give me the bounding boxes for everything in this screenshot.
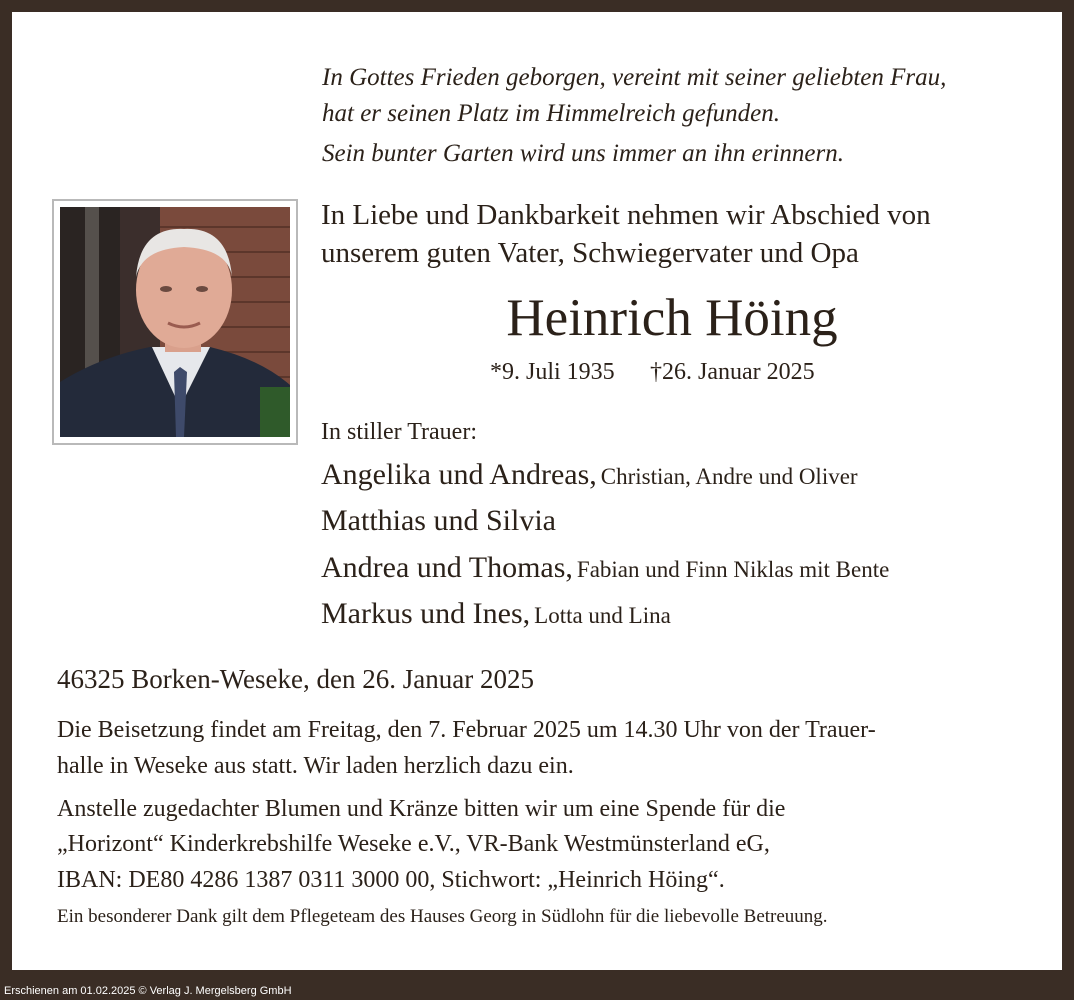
- motto-line-1: In Gottes Frieden geborgen, vereint mit seiner geliebten Frau,: [322, 64, 947, 91]
- publication-footer: Erschienen am 01.02.2025 © Verlag J. Mergelsberg GmbH: [4, 985, 292, 997]
- intro-line-1: In Liebe und Dankbarkeit nehmen wir Abschied von: [321, 199, 931, 231]
- family-line: [321, 594, 671, 639]
- death-date: [650, 357, 815, 387]
- motto-line-2: hat er seinen Platz im Himmelreich gefunden.: [322, 100, 781, 127]
- funeral-line-1: Die Beisetzung findet am Freitag, den 7. Februar 2025 um 14.30 Uhr von der Trauer-: [57, 717, 876, 743]
- family-rest: Christian, Andre und Oliver: [600, 464, 858, 489]
- birth-date: [490, 357, 615, 387]
- family-rest: Fabian und Finn Niklas mit Bente: [576, 557, 890, 582]
- family-rest: Lotta und Lina: [534, 603, 671, 628]
- portrait-illustration: [60, 207, 290, 437]
- donation-line-3: IBAN: DE80 4286 1387 0311 3000 00, Stichwort: „Heinrich Höing“.: [57, 867, 725, 893]
- motto-line-3: Sein bunter Garten wird uns immer an ihn erinnern.: [322, 140, 844, 167]
- death-mark: †: [650, 359, 662, 385]
- donation-line-1: Anstelle zugedachter Blumen und Kränze bitten wir um eine Spende für die: [57, 796, 786, 822]
- thanks-note: Ein besonderer Dank gilt dem Pflegeteam des Hauses Georg in Südlohn für die liebevolle Betreuung.: [57, 906, 828, 927]
- death-date-text: 26. Januar 2025: [662, 359, 815, 385]
- family-main: Matthias und Silvia: [321, 504, 556, 537]
- intro-line-2: unserem guten Vater, Schwiegervater und Opa: [321, 237, 859, 269]
- portrait-frame: [52, 199, 298, 445]
- family-line: [321, 455, 858, 500]
- birth-date-text: 9. Juli 1935: [502, 359, 615, 385]
- birth-mark: *: [490, 359, 502, 385]
- place-date: 46325 Borken-Weseke, den 26. Januar 2025: [57, 664, 534, 694]
- family-main: Angelika und Andreas,: [321, 458, 597, 491]
- obituary-sheet: [12, 12, 1062, 970]
- portrait-photo: [60, 207, 290, 437]
- family-main: Andrea und Thomas,: [321, 551, 573, 584]
- funeral-line-2: halle in Weseke aus statt. Wir laden herzlich dazu ein.: [57, 753, 574, 779]
- family-main: Markus und Ines,: [321, 597, 531, 630]
- family-line: [321, 501, 556, 546]
- deceased-name: Heinrich Höing: [506, 289, 838, 347]
- donation-line-2: „Horizont“ Kinderkrebshilfe Weseke e.V., VR-Bank Westmünsterland eG,: [57, 831, 770, 857]
- mourners-label: In stiller Trauer:: [321, 419, 477, 445]
- family-line: [321, 548, 889, 593]
